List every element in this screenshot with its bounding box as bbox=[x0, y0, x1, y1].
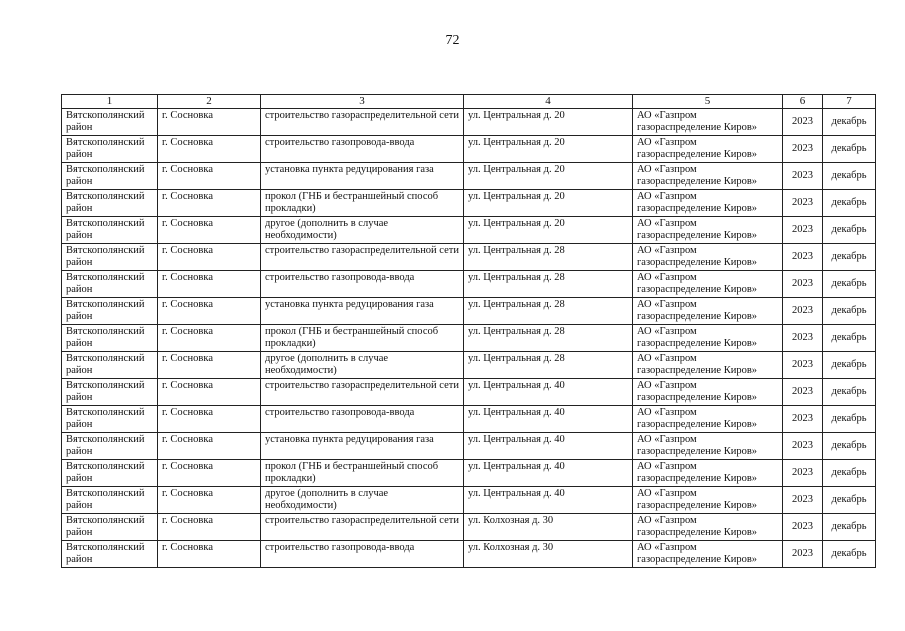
month-cell: декабрь bbox=[823, 460, 876, 487]
year-cell: 2023 bbox=[783, 217, 823, 244]
month-cell: декабрь bbox=[823, 109, 876, 136]
organization-cell: АО «Газпром газораспределение Киров» bbox=[633, 325, 783, 352]
year-cell: 2023 bbox=[783, 514, 823, 541]
address-cell: ул. Центральная д. 28 bbox=[464, 244, 633, 271]
page-number: 72 bbox=[445, 33, 460, 48]
month-cell: декабрь bbox=[823, 487, 876, 514]
organization-cell: АО «Газпром газораспределение Киров» bbox=[633, 379, 783, 406]
month-cell: декабрь bbox=[823, 541, 876, 568]
column-number: 5 bbox=[633, 95, 783, 109]
address-cell: ул. Центральная д. 20 bbox=[464, 109, 633, 136]
organization-cell: АО «Газпром газораспределение Киров» bbox=[633, 514, 783, 541]
work-type-cell: строительство газопровода-ввода bbox=[261, 541, 464, 568]
address-cell: ул. Центральная д. 40 bbox=[464, 460, 633, 487]
year-cell: 2023 bbox=[783, 433, 823, 460]
year-cell: 2023 bbox=[783, 163, 823, 190]
year-cell: 2023 bbox=[783, 325, 823, 352]
month-cell: декабрь bbox=[823, 433, 876, 460]
address-cell: ул. Центральная д. 28 bbox=[464, 271, 633, 298]
work-type-cell: другое (дополнить в случае необходимости) bbox=[261, 487, 464, 514]
district-cell: Вятскополянский район bbox=[62, 379, 158, 406]
year-cell: 2023 bbox=[783, 244, 823, 271]
year-cell: 2023 bbox=[783, 109, 823, 136]
year-cell: 2023 bbox=[783, 487, 823, 514]
district-cell: Вятскополянский район bbox=[62, 136, 158, 163]
settlement-cell: г. Сосновка bbox=[158, 163, 261, 190]
table-row bbox=[62, 460, 876, 487]
organization-cell: АО «Газпром газораспределение Киров» bbox=[633, 541, 783, 568]
table-row bbox=[62, 379, 876, 406]
address-cell: ул. Центральная д. 40 bbox=[464, 433, 633, 460]
month-cell: декабрь bbox=[823, 298, 876, 325]
district-cell: Вятскополянский район bbox=[62, 541, 158, 568]
settlement-cell: г. Сосновка bbox=[158, 433, 261, 460]
table-row bbox=[62, 271, 876, 298]
organization-cell: АО «Газпром газораспределение Киров» bbox=[633, 136, 783, 163]
year-cell: 2023 bbox=[783, 352, 823, 379]
organization-cell: АО «Газпром газораспределение Киров» bbox=[633, 352, 783, 379]
work-type-cell: установка пункта редуцирования газа bbox=[261, 298, 464, 325]
address-cell: ул. Центральная д. 20 bbox=[464, 190, 633, 217]
table-row bbox=[62, 244, 876, 271]
organization-cell: АО «Газпром газораспределение Киров» bbox=[633, 271, 783, 298]
year-cell: 2023 bbox=[783, 271, 823, 298]
month-cell: декабрь bbox=[823, 271, 876, 298]
table-row bbox=[62, 298, 876, 325]
organization-cell: АО «Газпром газораспределение Киров» bbox=[633, 487, 783, 514]
settlement-cell: г. Сосновка bbox=[158, 460, 261, 487]
organization-cell: АО «Газпром газораспределение Киров» bbox=[633, 460, 783, 487]
month-cell: декабрь bbox=[823, 406, 876, 433]
month-cell: декабрь bbox=[823, 163, 876, 190]
table-row bbox=[62, 433, 876, 460]
year-cell: 2023 bbox=[783, 541, 823, 568]
table-row bbox=[62, 406, 876, 433]
settlement-cell: г. Сосновка bbox=[158, 379, 261, 406]
district-cell: Вятскополянский район bbox=[62, 514, 158, 541]
work-type-cell: другое (дополнить в случае необходимости) bbox=[261, 217, 464, 244]
table-row bbox=[62, 514, 876, 541]
settlement-cell: г. Сосновка bbox=[158, 352, 261, 379]
year-cell: 2023 bbox=[783, 406, 823, 433]
district-cell: Вятскополянский район bbox=[62, 271, 158, 298]
year-cell: 2023 bbox=[783, 379, 823, 406]
month-cell: декабрь bbox=[823, 514, 876, 541]
column-number: 1 bbox=[62, 95, 158, 109]
month-cell: декабрь bbox=[823, 379, 876, 406]
column-number: 2 bbox=[158, 95, 261, 109]
month-cell: декабрь bbox=[823, 244, 876, 271]
district-cell: Вятскополянский район bbox=[62, 109, 158, 136]
district-cell: Вятскополянский район bbox=[62, 244, 158, 271]
year-cell: 2023 bbox=[783, 190, 823, 217]
district-cell: Вятскополянский район bbox=[62, 325, 158, 352]
table-row bbox=[62, 541, 876, 568]
column-number: 3 bbox=[261, 95, 464, 109]
column-number: 7 bbox=[823, 95, 876, 109]
address-cell: ул. Центральная д. 40 bbox=[464, 406, 633, 433]
district-cell: Вятскополянский район bbox=[62, 190, 158, 217]
organization-cell: АО «Газпром газораспределение Киров» bbox=[633, 406, 783, 433]
table-row bbox=[62, 325, 876, 352]
table-row bbox=[62, 352, 876, 379]
table-row bbox=[62, 217, 876, 244]
month-cell: декабрь bbox=[823, 190, 876, 217]
work-type-cell: прокол (ГНБ и бестраншейный способ прокладки) bbox=[261, 190, 464, 217]
work-type-cell: прокол (ГНБ и бестраншейный способ прокладки) bbox=[261, 460, 464, 487]
district-cell: Вятскополянский район bbox=[62, 433, 158, 460]
organization-cell: АО «Газпром газораспределение Киров» bbox=[633, 298, 783, 325]
settlement-cell: г. Сосновка bbox=[158, 109, 261, 136]
year-cell: 2023 bbox=[783, 460, 823, 487]
district-cell: Вятскополянский район bbox=[62, 298, 158, 325]
organization-cell: АО «Газпром газораспределение Киров» bbox=[633, 190, 783, 217]
month-cell: декабрь bbox=[823, 352, 876, 379]
table-row bbox=[62, 109, 876, 136]
district-cell: Вятскополянский район bbox=[62, 406, 158, 433]
table-row bbox=[62, 487, 876, 514]
work-type-cell: строительство газопровода-ввода bbox=[261, 406, 464, 433]
address-cell: ул. Колхозная д. 30 bbox=[464, 514, 633, 541]
work-type-cell: другое (дополнить в случае необходимости) bbox=[261, 352, 464, 379]
organization-cell: АО «Газпром газораспределение Киров» bbox=[633, 109, 783, 136]
district-cell: Вятскополянский район bbox=[62, 460, 158, 487]
work-type-cell: прокол (ГНБ и бестраншейный способ прокладки) bbox=[261, 325, 464, 352]
settlement-cell: г. Сосновка bbox=[158, 190, 261, 217]
organization-cell: АО «Газпром газораспределение Киров» bbox=[633, 244, 783, 271]
settlement-cell: г. Сосновка bbox=[158, 514, 261, 541]
column-number: 4 bbox=[464, 95, 633, 109]
settlement-cell: г. Сосновка bbox=[158, 136, 261, 163]
organization-cell: АО «Газпром газораспределение Киров» bbox=[633, 217, 783, 244]
settlement-cell: г. Сосновка bbox=[158, 406, 261, 433]
district-cell: Вятскополянский район bbox=[62, 487, 158, 514]
column-number: 6 bbox=[783, 95, 823, 109]
address-cell: ул. Центральная д. 28 bbox=[464, 325, 633, 352]
address-cell: ул. Центральная д. 40 bbox=[464, 379, 633, 406]
work-type-cell: строительство газораспределительной сети bbox=[261, 109, 464, 136]
year-cell: 2023 bbox=[783, 298, 823, 325]
district-cell: Вятскополянский район bbox=[62, 352, 158, 379]
work-type-cell: строительство газораспределительной сети bbox=[261, 379, 464, 406]
district-cell: Вятскополянский район bbox=[62, 217, 158, 244]
table-row bbox=[62, 136, 876, 163]
address-cell: ул. Центральная д. 20 bbox=[464, 136, 633, 163]
work-type-cell: строительство газопровода-ввода bbox=[261, 136, 464, 163]
organization-cell: АО «Газпром газораспределение Киров» bbox=[633, 433, 783, 460]
year-cell: 2023 bbox=[783, 136, 823, 163]
month-cell: декабрь bbox=[823, 136, 876, 163]
settlement-cell: г. Сосновка bbox=[158, 217, 261, 244]
settlement-cell: г. Сосновка bbox=[158, 244, 261, 271]
address-cell: ул. Центральная д. 40 bbox=[464, 487, 633, 514]
address-cell: ул. Центральная д. 20 bbox=[464, 163, 633, 190]
month-cell: декабрь bbox=[823, 325, 876, 352]
table-row bbox=[62, 163, 876, 190]
address-cell: ул. Центральная д. 28 bbox=[464, 298, 633, 325]
settlement-cell: г. Сосновка bbox=[158, 298, 261, 325]
month-cell: декабрь bbox=[823, 217, 876, 244]
work-type-cell: строительство газораспределительной сети bbox=[261, 514, 464, 541]
organization-cell: АО «Газпром газораспределение Киров» bbox=[633, 163, 783, 190]
work-type-cell: установка пункта редуцирования газа bbox=[261, 163, 464, 190]
address-cell: ул. Колхозная д. 30 bbox=[464, 541, 633, 568]
work-type-cell: строительство газопровода-ввода bbox=[261, 271, 464, 298]
work-type-cell: строительство газораспределительной сети bbox=[261, 244, 464, 271]
settlement-cell: г. Сосновка bbox=[158, 325, 261, 352]
work-type-cell: установка пункта редуцирования газа bbox=[261, 433, 464, 460]
table-row bbox=[62, 190, 876, 217]
settlement-cell: г. Сосновка bbox=[158, 487, 261, 514]
district-cell: Вятскополянский район bbox=[62, 163, 158, 190]
address-cell: ул. Центральная д. 20 bbox=[464, 217, 633, 244]
settlement-cell: г. Сосновка bbox=[158, 541, 261, 568]
address-cell: ул. Центральная д. 28 bbox=[464, 352, 633, 379]
works-table bbox=[61, 94, 876, 568]
column-number-row bbox=[62, 95, 876, 109]
settlement-cell: г. Сосновка bbox=[158, 271, 261, 298]
